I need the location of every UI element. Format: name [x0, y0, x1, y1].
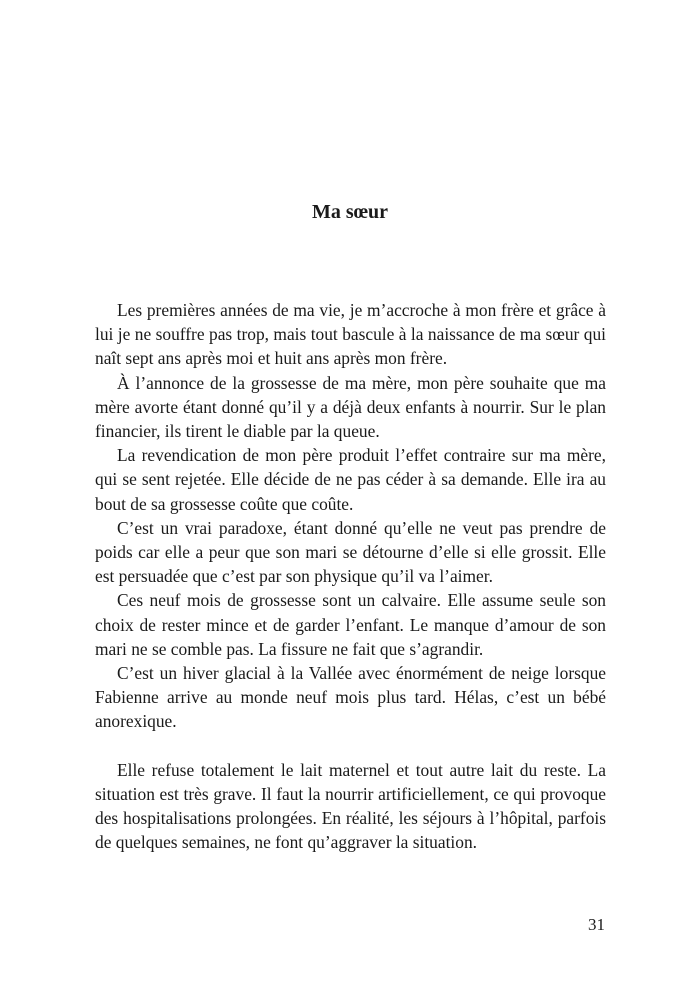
chapter-body: [95, 298, 606, 854]
paragraph-5: Ces neuf mois de grossesse sont un calvaire. Elle assume seule son choix de rester mince et de garder l’enfant. Le manque d’amour de son mari ne se comble pas. La fissure ne fait que s’agrandir.: [95, 590, 606, 659]
paragraph-4: C’est un vrai paradoxe, étant donné qu’elle ne veut pas prendre de poids car elle a peur que son mari se détourne d’elle si elle grossit. Elle est persuadée que c’est par son physique qu’il va l’aimer.: [95, 517, 606, 587]
chapter-title: Ma sœur: [311, 201, 389, 223]
paragraph-6: C’est un hiver glacial à la Vallée avec énormément de neige lorsque Fabienne arrive au monde neuf mois plus tard. Hélas, c’est un bébé anorexique.: [95, 663, 606, 732]
paragraph-3: La revendication de mon père produit l’effet contraire sur ma mère, qui se sent rejetée. Elle décide de ne pas céder à sa demande. Elle ira au bout de sa grossesse coûte que coûte.: [95, 445, 606, 514]
paragraph-2: À l’annonce de la grossesse de ma mère, mon père souhaite que ma mère avorte étant donné qu’il y a déjà deux enfants à nourrir. Sur le plan financier, ils tirent le diable par la queue.: [95, 372, 606, 442]
page-number: 31: [588, 915, 605, 934]
paragraph-7: Elle refuse totalement le lait maternel et tout autre lait du reste. La situation est très grave. Il faut la nourrir artificiellement, ce qui provoque des hospitalisations prolongées. En réalité, les séjours à l’hôpital, parfois de quelques semaines, ne font qu’aggraver la situation.: [95, 759, 606, 853]
paragraph-1: Les premières années de ma vie, je m’accroche à mon frère et grâce à lui je ne souffre pas trop, mais tout bascule à la naissance de ma sœur qui naît sept ans après moi et huit ans après mon frère.: [95, 300, 606, 369]
